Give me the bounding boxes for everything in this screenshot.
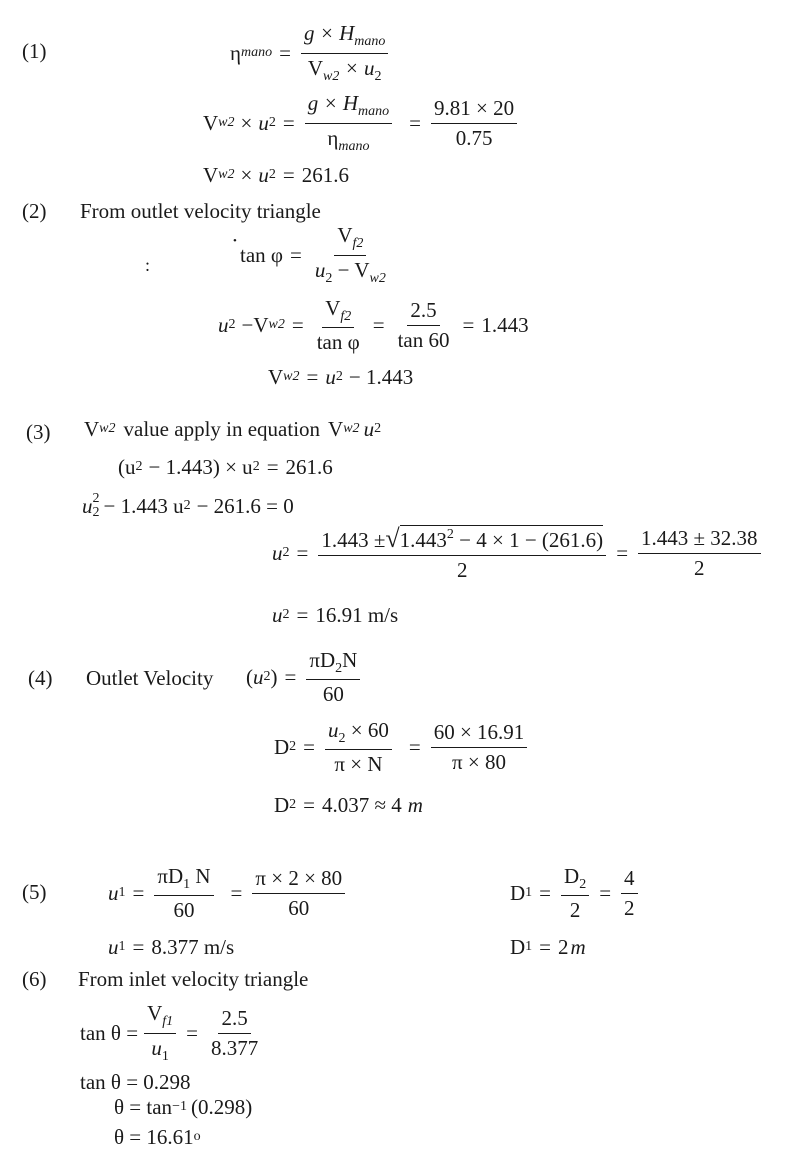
fraction-1a	[301, 22, 388, 84]
denominator-u: u	[314, 257, 326, 282]
eq-3b-rest: − 261.6 = 0	[196, 493, 294, 518]
u-variable: u	[82, 493, 93, 518]
denominator-rest: × u	[344, 55, 375, 80]
step-number-6: (6)	[22, 967, 47, 991]
numerator-values: 1.443 ± 32.38	[638, 527, 761, 553]
numerator-values: 4	[621, 867, 638, 893]
fraction-5c	[561, 865, 589, 922]
numerator-v: V	[147, 1000, 163, 1025]
eq-5c-d1: D 1 = $\frac{D_2}{2}$ = $\frac{4}{2}$	[510, 858, 641, 928]
fraction-6a	[144, 1002, 176, 1064]
step-number-2: (2)	[22, 199, 47, 223]
u2-value: 16.91 m/s	[315, 602, 399, 627]
d1-unit: m	[570, 934, 586, 959]
denominator-v-subscript: w2	[323, 68, 340, 84]
sqrt-icon: √	[385, 523, 400, 553]
eq-4c-d2-result: D 2 = 4.037 ≈ 4 m	[274, 792, 423, 817]
numerator-pi-d: πD	[309, 647, 336, 672]
denominator-subscript: mano	[338, 138, 370, 154]
tan-theta-text: tan θ =	[80, 1020, 139, 1045]
eq-6d-theta-result	[114, 1122, 201, 1152]
step-number-5: (5)	[22, 880, 47, 904]
degree-superscript: o	[193, 1129, 201, 1144]
step-2-heading: From outlet velocity triangle	[80, 199, 321, 223]
heading-text: value apply in equation	[123, 416, 321, 441]
denominator-mid: − V	[337, 257, 370, 282]
inverse-superscript: −1	[172, 1099, 187, 1114]
equals-sign: =	[279, 40, 291, 65]
u1-value: 8.377 m/s	[151, 934, 235, 959]
eq-2b-u2-minus-vw2: u 2 −V w2 = $\frac{V_{f2}}{\text{tan φ}}$ = $\frac{2.5}{\tan 60}$ = 1.443	[218, 295, 529, 355]
result-value: 261.6	[301, 162, 349, 187]
fraction-2b-values	[395, 299, 453, 350]
eq-1a-manometric-efficiency	[230, 18, 391, 88]
numerator-subscript: mano	[354, 33, 386, 49]
step-number-3: (3)	[26, 420, 51, 444]
eq-5b-u1-result: u 1 = 8.377 m/s	[108, 934, 235, 959]
denominator-values: tan 60	[397, 327, 450, 352]
tan-phi-text: tan φ	[240, 242, 284, 267]
open-paren-u: (u	[118, 454, 136, 479]
d2-value: 4.037 ≈ 4	[322, 792, 402, 817]
numerator-subscript: f2	[352, 235, 364, 251]
denominator-v-subscript: w2	[369, 270, 386, 286]
fraction-4b-values	[431, 721, 528, 772]
denominator: 2	[457, 558, 468, 583]
denominator-rest-subscript: 2	[374, 68, 382, 84]
numerator-values: π × 2 × 80	[252, 867, 345, 893]
step-number-1: (1)	[22, 39, 47, 63]
denominator-values: 8.377	[210, 1035, 259, 1060]
eq-4a-outlet-velocity: ( u 2 ) = $\frac{\pi D_2N}{60}$	[246, 642, 363, 712]
eq-1c-result: V w2 × u 2 = 261.6	[203, 162, 349, 187]
denominator: 60	[322, 682, 344, 707]
fraction-1b-values	[431, 97, 517, 148]
numerator-values: 2.5	[407, 299, 439, 325]
denominator-values: 60	[288, 895, 310, 920]
theta-tan-text: θ = tan	[114, 1094, 173, 1119]
d1-value: 2	[558, 934, 569, 959]
denominator-u-subscript: 2	[325, 270, 333, 286]
fraction-3c: $\frac{1.443 \pm√1.443^2 - 4 \times 1 - (261.6)}{2}$	[318, 525, 606, 581]
numerator-u: u	[328, 717, 339, 742]
eq-3d-u2-result: u 2 = 16.91 m/s	[272, 602, 399, 627]
fraction-5a-values	[252, 867, 345, 918]
theta-value: θ = 16.61	[114, 1124, 194, 1149]
stray-dot-mark: •	[233, 235, 237, 247]
numerator-subscript: mano	[358, 103, 390, 119]
stray-colon-mark: :	[145, 255, 151, 275]
numerator-text: g × H	[303, 20, 355, 45]
numerator-prefix: 1.443 ±	[321, 527, 386, 552]
numerator-text: g × H	[307, 90, 359, 115]
numerator-subscript: 2	[579, 876, 587, 892]
eq-3c-quadratic-formula: u 2 = $\frac{1.443 \pm√1.443^2 - 4 \times 1 - (261.6)}{2}$ = $\frac{1.443 \pm 32.38}{2}$	[272, 518, 764, 588]
result-value: 1.443	[481, 312, 529, 337]
d2-unit: m	[407, 792, 423, 817]
denominator-eta: η	[327, 125, 339, 150]
eta-subscript: mano	[240, 45, 273, 60]
radicand: 1.443	[399, 527, 447, 552]
eq-5a-u1: u 1 = $\frac{\pi D_1 N}{60}$ = $\frac{\pi \times 2 \times 80}{60}$	[108, 858, 348, 928]
denominator: π × N	[334, 752, 383, 777]
eq-5d-d1-result: D 1 = 2 m	[510, 934, 586, 959]
numerator-n: N	[342, 647, 358, 672]
denominator: 2	[569, 898, 581, 923]
eq-3a-value: 261.6	[285, 454, 333, 479]
eta-symbol: η	[230, 40, 241, 65]
numerator-n: N	[195, 863, 211, 888]
eq-6b-tan-theta-value: tan θ = 0.298	[80, 1070, 191, 1094]
fraction-5c-values	[621, 867, 638, 918]
rhs-text: − 1.443	[348, 364, 414, 389]
denominator-values: 2	[624, 895, 635, 920]
step-3-heading: V w2 value apply in equation V w2 u 2	[84, 416, 382, 441]
numerator-d: D	[564, 863, 580, 888]
fraction-2b: $\frac{V_{f2}}{\text{tan φ}}$	[314, 297, 363, 354]
denominator-u: u	[151, 1035, 162, 1060]
numerator-pi-d: πD	[157, 863, 184, 888]
numerator-values: 9.81 × 20	[431, 97, 517, 123]
eq-4b-d2: D 2 = $\frac{u_2 \times 60}{\pi \times N}$ = $\frac{60 \times 16.91}{\pi \times 80}$	[274, 712, 530, 782]
denominator-tan-phi: tan φ	[316, 330, 360, 355]
fraction-5a	[154, 865, 213, 922]
numerator-values: 60 × 16.91	[431, 721, 528, 747]
eq-3b-mid: − 1.443 u	[103, 493, 184, 518]
numerator-rest: × 60	[350, 717, 389, 742]
fraction-4b: $\frac{u_2 \times 60}{\pi \times N}$	[325, 719, 392, 776]
step-6-heading: From inlet velocity triangle	[78, 967, 309, 991]
denominator-values: 0.75	[455, 125, 493, 150]
denominator-values: π × 80	[452, 749, 506, 774]
fraction-1b	[305, 92, 392, 154]
eq-2c-vw2: V w2 = u 2 − 1.443	[268, 364, 414, 389]
eq-3a-rest: − 1.443) × u	[148, 454, 253, 479]
fraction-3c-values	[638, 527, 761, 578]
numerator-v: V	[337, 222, 353, 247]
eq-2a-tan-phi: tan φ = $\frac{V_{f2}}{u_2 - V_{w2}}$	[240, 222, 392, 288]
numerator-subscript: 1	[183, 876, 191, 892]
step-4-heading: Outlet Velocity	[86, 666, 214, 690]
numerator-values: 2.5	[218, 1007, 250, 1033]
denominator-v: V	[307, 55, 324, 80]
fraction-2a	[312, 224, 389, 286]
numerator-subscript: f1	[162, 1013, 174, 1029]
denominator-values: 2	[694, 555, 705, 580]
fraction-6a-values	[208, 1007, 261, 1058]
step-number-4: (4)	[28, 666, 53, 690]
fraction-4a	[306, 649, 360, 706]
numerator-subscript: 2	[335, 660, 343, 676]
eq-1b-vw2-u2: V w2 × u 2 = $g \times H_{mano}$ $\eta_{mano}$ = $\frac{9.81 \times 20}{0.75}$	[203, 88, 520, 158]
arctan-argument: (0.298)	[190, 1094, 253, 1119]
eq-3a: (u 2 − 1.443) × u 2 = 261.6	[118, 454, 333, 479]
eq-6a-tan-theta: tan θ = $\frac{V_{f1}}{u_1}$ = $\frac{2.5}{8.377}$	[80, 1000, 264, 1066]
eq-6c-theta-arctan	[114, 1092, 252, 1122]
eq-3b-quadratic: u 2 2 − 1.443 u 2 − 261.6 = 0	[82, 491, 294, 520]
radicand-rest: − 4 × 1 − (261.6)	[459, 527, 604, 552]
denominator: 60	[173, 898, 195, 923]
denominator-subscript: 1	[161, 1048, 169, 1064]
